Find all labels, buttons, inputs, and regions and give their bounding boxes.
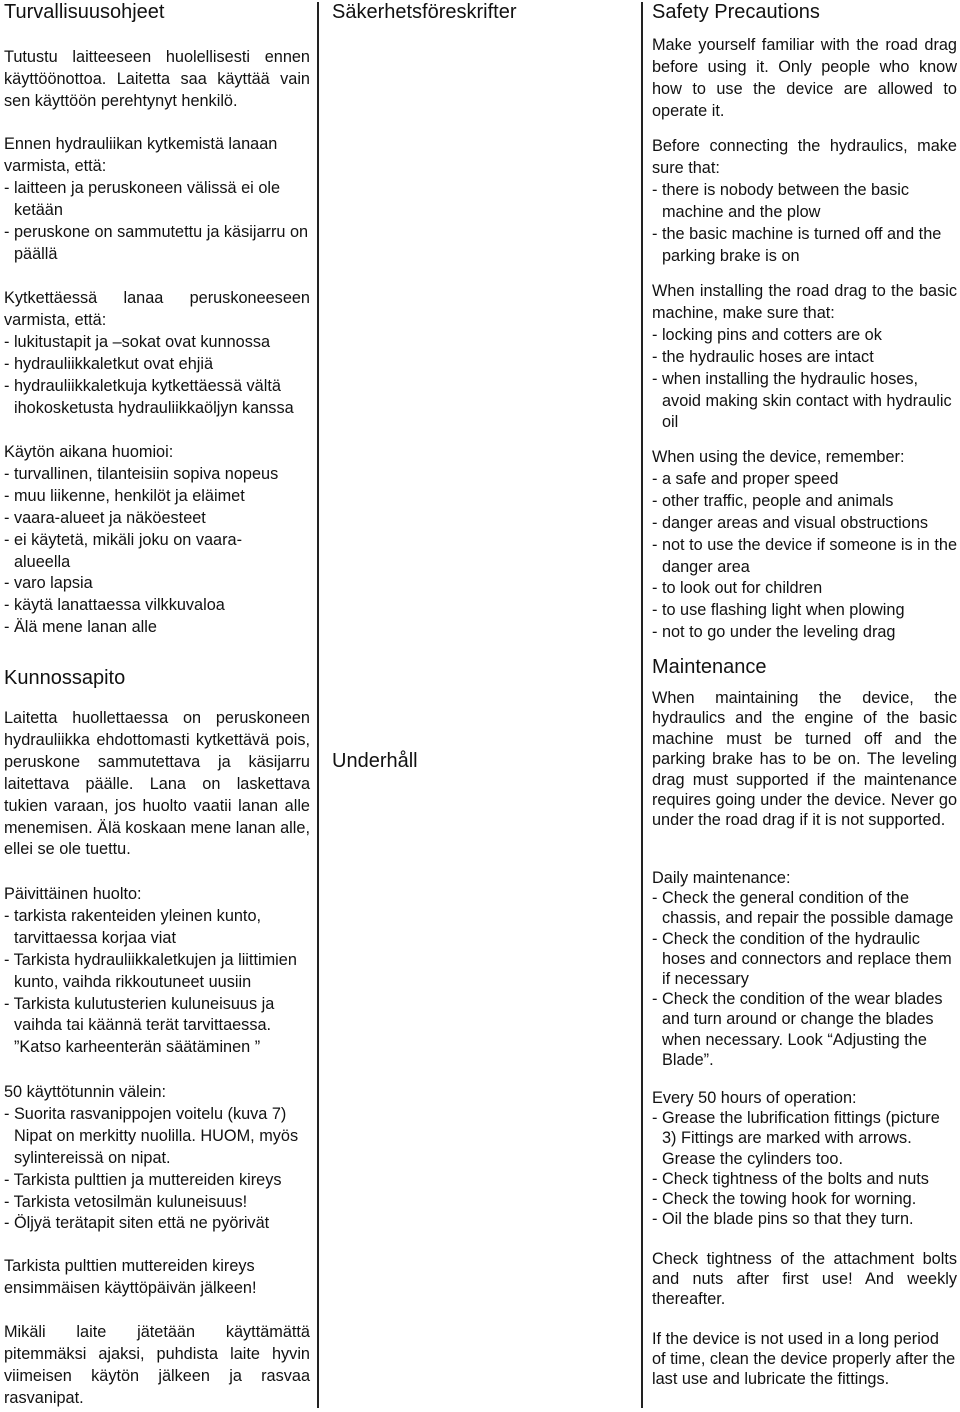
column-divider-left (317, 2, 319, 1408)
list-item: - to use flashing light when plowing (652, 601, 905, 620)
fi-hours-lead: 50 käyttötunnin välein: (4, 1083, 167, 1101)
en-hydraulics-lead: Before connecting the hydraulics, make sure that: (652, 137, 957, 177)
list-item: - vaara-alueet ja näköesteet (4, 508, 206, 527)
column-divider-right (641, 2, 643, 1408)
fi-use-section (4, 442, 310, 639)
en-hours-lead: Every 50 hours of operation: (652, 1089, 857, 1107)
list-item: - Öljyä terätapit siten että ne pyörivät (4, 1214, 270, 1233)
en-use-lead: When using the device, remember: (652, 448, 905, 466)
list-item: - laitteen ja peruskoneen välissä ei ole ketään (4, 178, 281, 219)
list-item: - lukitustapit ja –sokat ovat kunnossa (4, 332, 271, 351)
fi-intro (4, 47, 310, 113)
list-item: - peruskone on sammutettu ja käsijarru on päällä (4, 222, 309, 263)
fi-hydraulics-section (4, 134, 310, 265)
list-item: - Check the general condition of the chassis, and repair the possible damage (652, 889, 954, 928)
list-item: - not to use the device if someone is in the danger area (652, 535, 957, 576)
list-item: - Check the towing hook for worning. (652, 1190, 917, 1209)
list-item: - not to go under the leveling drag (652, 623, 896, 642)
list-item: - Tarkista vetosilmän kuluneisuus! (4, 1192, 248, 1211)
list-item: - Tarkista pulttien ja muttereiden kireys (4, 1170, 282, 1189)
en-hydraulics-section (652, 136, 957, 267)
list-item: - Suorita rasvanippojen voitelu (kuva 7) Nipat on merkitty nuolilla. HUOM, myös sylintereissä on nipat. (4, 1104, 299, 1167)
fi-install-lead: Kytkettäessä lanaa peruskoneeseen varmista, että: (4, 289, 310, 329)
fi-intro-text: Tutustu laitteeseen huolellisesti ennen käyttöönottoa. Laitetta saa käyttää vain sen käyttöön perehtynyt henkilö. (4, 48, 310, 110)
en-maintenance-text-block (652, 688, 957, 831)
en-maintenance-title: Maintenance (652, 656, 767, 678)
list-item: - the basic machine is turned off and the parking brake is on (652, 224, 942, 265)
list-item: - Tarkista kulutusterien kuluneisuus ja vaihda tai käännä terät tarvittaessa. ”Katso karheenterän säätäminen ” (4, 994, 275, 1057)
en-maintenance-text: When maintaining the device, the hydraulics and the engine of the basic machine must be turned off and the parking brake has to be on. The leveling drag must supported if the maintenance requires going under the device. Never go under the road drag if it is not supported. (652, 689, 957, 830)
fi-maintenance-text: Laitetta huollettaessa on peruskoneen hydrauliikka ehdottomasti kytkettävä pois, peruskone sammutettava ja käsijarru laitettava päälle. Lana on laskettava tukien varaan, jos huolto vaatii lanan alle menemisen. Älä koskaan mene lanan alle, ellei se ole tuettu. (4, 709, 310, 859)
en-daily-lead: Daily maintenance: (652, 869, 791, 887)
en-install-lead: When installing the road drag to the basic machine, make sure that: (652, 282, 957, 322)
fi-hours-section (4, 1082, 310, 1235)
list-item: - other traffic, people and animals (652, 491, 894, 510)
list-item: - to look out for children (652, 579, 823, 598)
fi-daily-lead: Päivittäinen huolto: (4, 885, 142, 903)
list-item: - varo lapsia (4, 574, 93, 593)
sv-maintenance-title: Underhåll (332, 750, 418, 772)
fi-storage-text: Mikäli laite jätetään käyttämättä pitemmäksi ajaksi, puhdista laite hyvin viimeisen käytön jälkeen ja rasvaa rasvanipat. (4, 1323, 310, 1407)
list-item: - Grease the lubrification fittings (picture 3) Fittings are marked with arrows. Grease the cylinders too. (652, 1109, 940, 1168)
fi-bolts-block (4, 1256, 310, 1300)
en-intro (652, 35, 957, 123)
fi-daily-section (4, 884, 310, 1059)
fi-maintenance-title: Kunnossapito (4, 667, 126, 689)
list-item: - Oil the blade pins so that they turn. (652, 1210, 914, 1229)
list-item: - ei käytetä, mikäli joku on vaara-alueella (4, 530, 242, 571)
en-storage-block (652, 1329, 957, 1390)
list-item: - Älä mene lanan alle (4, 618, 157, 637)
list-item: - Check the condition of the wear blades and turn around or change the blades when necessary. Look “Adjusting the Blade”. (652, 990, 943, 1069)
fi-storage-block (4, 1322, 310, 1410)
fi-install-section (4, 288, 310, 419)
en-daily-section (652, 868, 957, 1070)
fi-title: Turvallisuusohjeet (4, 1, 165, 23)
list-item: - tarkista rakenteiden yleinen kunto, tarvittaessa korjaa viat (4, 906, 262, 947)
en-bolts-text: Check tightness of the attachment bolts and nuts after first use! And weekly thereafter. (652, 1250, 957, 1309)
en-intro-text: Make yourself familiar with the road drag before using it. Only people who know how to use the device are allowed to operate it. (652, 36, 957, 120)
en-use-section (652, 447, 957, 644)
fi-use-lead: Käytön aikana huomioi: (4, 443, 174, 461)
list-item: - locking pins and cotters are ok (652, 325, 882, 344)
list-item: - Tarkista hydrauliikkaletkujen ja liittimien kunto, vaihda rikkoutuneet uusiin (4, 950, 297, 991)
en-hours-section (652, 1088, 957, 1229)
list-item: - hydrauliikkaletkut ovat ehjiä (4, 354, 214, 373)
list-item: - hydrauliikkaletkuja kytkettäessä vältä ihokosketusta hydrauliikkaöljyn kanssa (4, 376, 294, 417)
en-install-section (652, 281, 957, 434)
list-item: - when installing the hydraulic hoses, avoid making skin contact with hydraulic oil (652, 369, 952, 432)
list-item: - käytä lanattaessa vilkkuvaloa (4, 596, 225, 615)
list-item: - there is nobody between the basic machine and the plow (652, 180, 910, 221)
en-storage-text: If the device is not used in a long period of time, clean the device properly after the last use and lubricate the fittings. (652, 1330, 956, 1389)
list-item: - a safe and proper speed (652, 469, 839, 488)
en-title: Safety Precautions (652, 1, 820, 23)
list-item: - danger areas and visual obstructions (652, 513, 929, 532)
list-item: - Check the condition of the hydraulic hoses and connectors and replace them if necessary (652, 929, 952, 989)
en-bolts-block (652, 1249, 957, 1310)
fi-hydraulics-lead: Ennen hydrauliikan kytkemistä lanaan varmista, että: (4, 135, 278, 175)
sv-title: Säkerhetsföreskrifter (332, 1, 517, 23)
list-item: - turvallinen, tilanteisiin sopiva nopeus (4, 464, 279, 483)
list-item: - the hydraulic hoses are intact (652, 347, 874, 366)
fi-maintenance-text-block (4, 708, 310, 861)
list-item: - Check tightness of the bolts and nuts (652, 1169, 929, 1188)
list-item: - muu liikenne, henkilöt ja eläimet (4, 486, 245, 505)
fi-bolts-text: Tarkista pulttien muttereiden kireys ensimmäisen käyttöpäivän jälkeen! (4, 1257, 257, 1297)
